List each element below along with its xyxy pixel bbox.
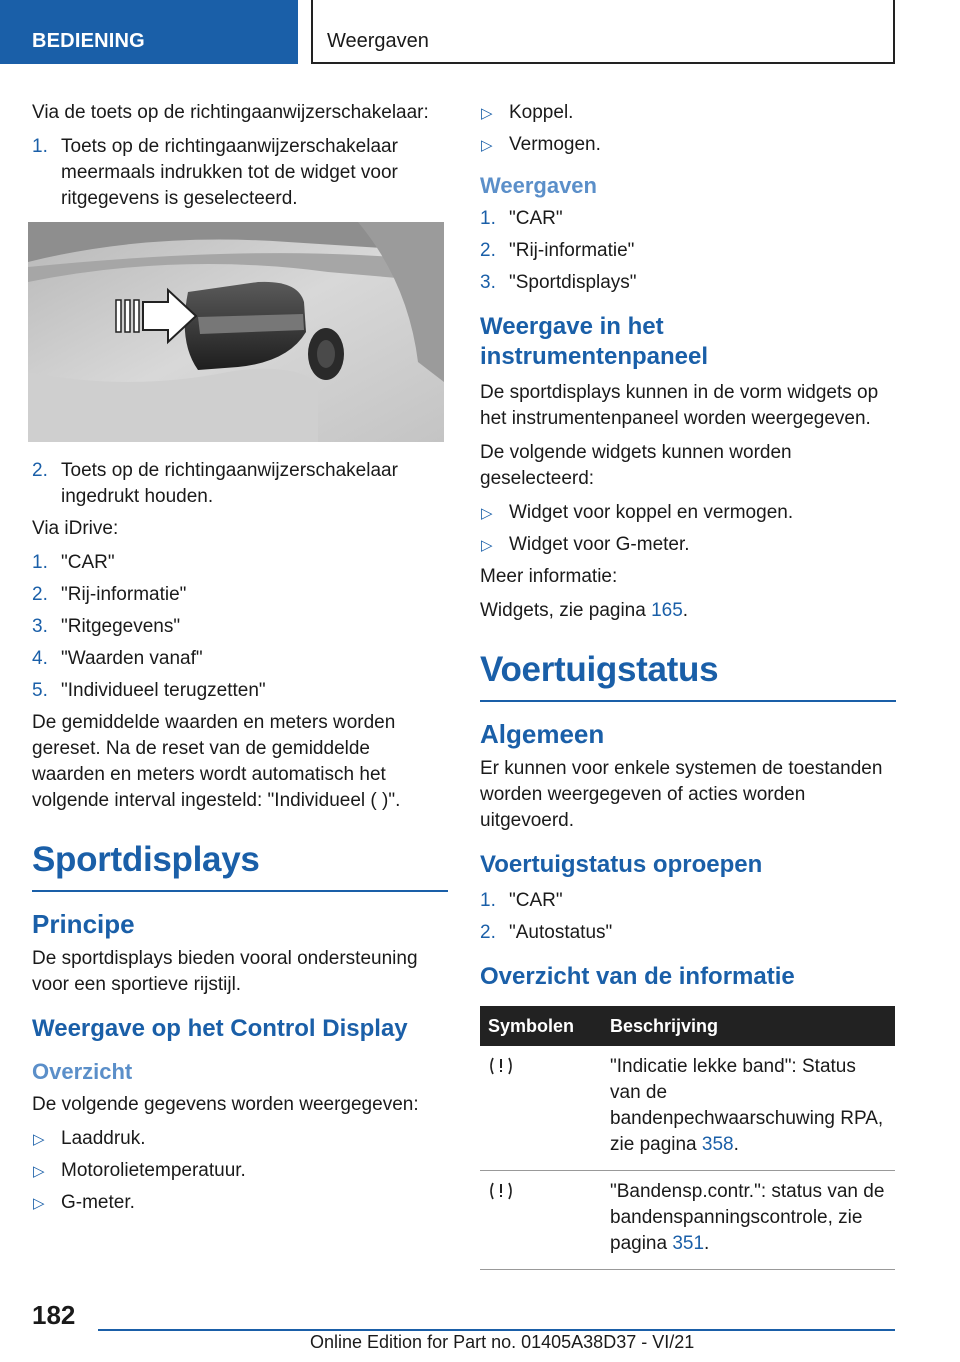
left-column (32, 100, 448, 1222)
table-header-row (480, 1006, 895, 1046)
item-text: Vermogen. (509, 134, 601, 155)
heading-algemeen: Algemeen (480, 719, 605, 749)
oproepen-steps (480, 888, 896, 946)
list-item (480, 500, 896, 526)
widgets-intro: De volgende widgets kunnen worden geselecteerd: (480, 442, 792, 489)
heading-principe: Principe (32, 909, 135, 939)
list-item (32, 678, 448, 704)
desc-text: "Indicatie lekke band": Status van de bandenpechwaarschuwing RPA, zie pagina (610, 1056, 884, 1155)
heading-voertuigstatus: Voertuigstatus (480, 650, 719, 689)
triangle-bullet-icon: ▷ (481, 537, 493, 554)
page-number: 182 (32, 1300, 76, 1330)
overzicht-list-cont (480, 100, 896, 158)
list-item (32, 582, 448, 608)
list-item (480, 238, 896, 264)
list-item (480, 206, 896, 232)
widgets-list (480, 500, 896, 558)
triangle-bullet-icon: ▷ (481, 505, 493, 522)
step-number: 1. (480, 208, 496, 229)
list-item (480, 532, 896, 558)
list-item (32, 134, 448, 212)
overzicht-list (32, 1126, 448, 1216)
step-text: "CAR" (509, 890, 563, 911)
step-text: "Ritgegevens" (61, 616, 181, 637)
step-text: "Autostatus" (509, 922, 613, 943)
idrive-steps (32, 550, 448, 704)
list-item (32, 1158, 448, 1184)
heading-sportdisplays: Sportdisplays (32, 840, 260, 879)
item-text: Widget voor G-meter. (509, 534, 690, 555)
step-text: Toets op de richtingaanwijzerschakelaar meermaals indrukken tot de widget voor ritgegevens is geselecteerd. (61, 136, 398, 209)
col-header-symbolen: Symbolen (480, 1006, 602, 1046)
section-tab: BEDIENING (0, 0, 298, 64)
overzicht-text: De volgende gegevens worden weergegeven: (32, 1094, 419, 1115)
step-text: "Individueel terugzetten" (61, 680, 266, 701)
tire-warning-icon (488, 1056, 514, 1076)
step-number: 1. (480, 890, 496, 911)
list-item (32, 1190, 448, 1216)
list-item (32, 614, 448, 640)
footer-edition: Online Edition for Part no. 01405A38D37 - VI/21 (310, 1332, 695, 1352)
triangle-bullet-icon: ▷ (33, 1163, 45, 1180)
desc-text: "Bandensp.contr.": status van de bandenspanningscontrole, zie pagina (610, 1181, 885, 1254)
heading-oproepen: Voertuigstatus oproepen (480, 851, 763, 878)
step-text: Toets op de richtingaanwijzerschakelaar ingedrukt houden. (61, 460, 398, 507)
step-text: "CAR" (509, 208, 563, 229)
step-number: 2. (32, 584, 48, 605)
step-number: 2. (32, 460, 48, 481)
symbol-cell (480, 1046, 602, 1171)
page-link-351[interactable]: 351 (672, 1233, 705, 1254)
heading-overzicht: Overzicht (32, 1059, 133, 1084)
triangle-bullet-icon: ▷ (481, 105, 493, 122)
intro-toets: Via de toets op de richtingaanwijzerschakelaar: (32, 102, 429, 123)
item-text: G-meter. (61, 1192, 135, 1213)
step-text: "Rij-informatie" (509, 240, 635, 261)
principe-text: De sportdisplays bieden vooral ondersteuning voor een sportieve rijstijl. (32, 948, 418, 995)
list-item (480, 888, 896, 914)
item-text: Laaddruk. (61, 1128, 146, 1149)
symbol-cell (480, 1171, 602, 1270)
intro-idrive: Via iDrive: (32, 518, 119, 539)
list-item (480, 100, 896, 126)
step-text: "Waarden vanaf" (61, 648, 203, 669)
step-text: "Rij-informatie" (61, 584, 187, 605)
triangle-bullet-icon: ▷ (481, 137, 493, 154)
step-number: 1. (32, 552, 48, 573)
heading-rule (32, 890, 448, 892)
heading-overzicht-info: Overzicht van de informatie (480, 963, 795, 990)
step-number: 1. (32, 136, 48, 157)
page-link-165[interactable]: 165 (651, 600, 683, 621)
chapter-title: Weergaven (311, 0, 895, 64)
item-text: Widget voor koppel en vermogen. (509, 502, 794, 523)
step-number: 2. (480, 922, 496, 943)
col-header-beschrijving: Beschrijving (602, 1006, 895, 1046)
toets-steps-a (32, 134, 448, 212)
instrument-text: De sportdisplays kunnen in de vorm widgets op het instrumentenpaneel worden weergegeven. (480, 382, 879, 429)
item-text: Motorolietemperatuur. (61, 1160, 246, 1181)
ref-text: Widgets, zie pagina (480, 600, 652, 621)
list-item (480, 270, 896, 296)
toets-steps-b (32, 458, 448, 510)
widgets-ref: Widgets, zie pagina 165. (480, 600, 689, 621)
heading-control-display: Weergave op het Control Display (32, 1015, 408, 1042)
item-text: Koppel. (509, 102, 574, 123)
page-link-358[interactable]: 358 (701, 1134, 734, 1155)
table-row (480, 1046, 895, 1171)
heading-instrumentenpaneel: Weergave in het instrumentenpaneel (480, 313, 709, 370)
right-column (480, 100, 896, 1270)
list-item (32, 550, 448, 576)
step-text: "Sportdisplays" (509, 272, 637, 293)
tire-warning-icon (488, 1181, 514, 1201)
step-number: 2. (480, 240, 496, 261)
list-item (480, 920, 896, 946)
meer-info: Meer informatie: (480, 566, 618, 587)
algemeen-text: Er kunnen voor enkele systemen de toestanden worden weergegeven of acties worden uitgevoerd. (480, 758, 883, 831)
step-number: 4. (32, 648, 48, 669)
list-item (480, 132, 896, 158)
step-number: 3. (32, 616, 48, 637)
reset-text: De gemiddelde waarden en meters worden gereset. Na de reset van de gemiddelde waarden en meters wordt automatisch het volgende interval ingesteld: "Individueel ( )". (32, 712, 401, 811)
step-number: 5. (32, 680, 48, 701)
desc-cell: "Bandensp.contr.": status van de bandenspanningscontrole, zie pagina 351. (602, 1171, 895, 1270)
heading-rule (480, 700, 896, 702)
desc-cell: "Indicatie lekke band": Status van de bandenpechwaarschuwing RPA, zie pagina 358. (602, 1046, 895, 1171)
step-number: 3. (480, 272, 496, 293)
table-row (480, 1171, 895, 1270)
list-item (32, 646, 448, 672)
triangle-bullet-icon: ▷ (33, 1195, 45, 1212)
triangle-bullet-icon: ▷ (33, 1131, 45, 1148)
step-text: "CAR" (61, 552, 115, 573)
list-item (32, 458, 448, 510)
stalk-button-photo (28, 222, 444, 442)
footer-rule (98, 1329, 895, 1331)
info-table (480, 1006, 895, 1270)
heading-weergaven: Weergaven (480, 173, 597, 198)
list-item (32, 1126, 448, 1152)
weergaven-steps (480, 206, 896, 296)
